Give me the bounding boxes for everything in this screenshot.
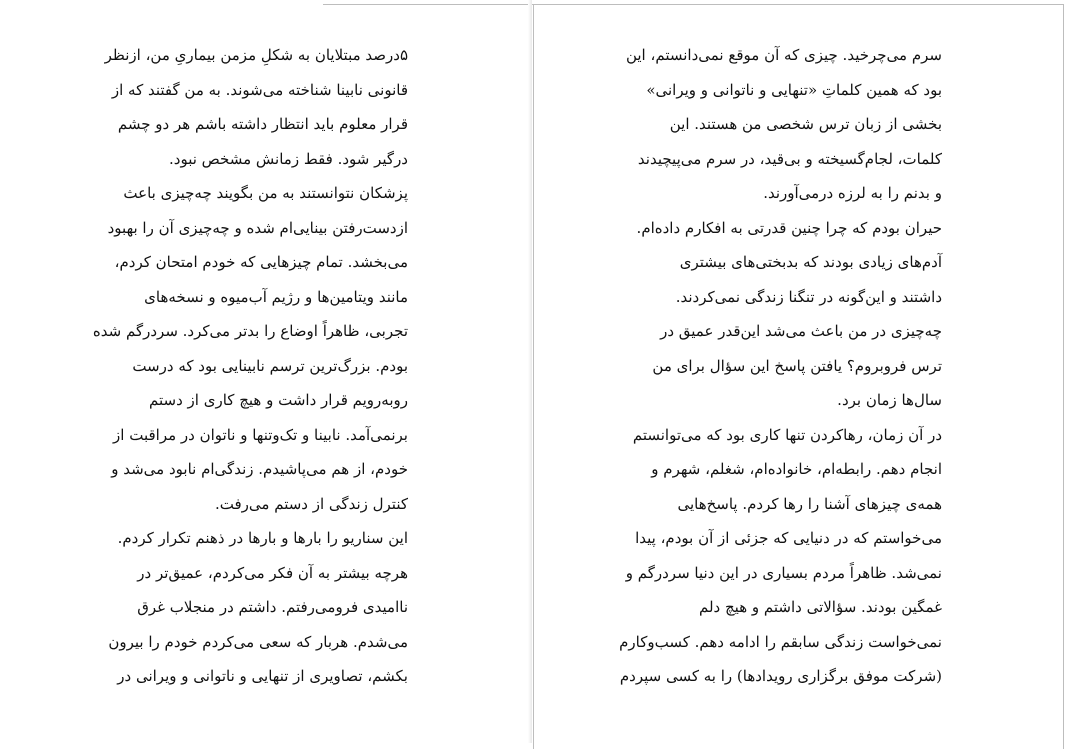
text-line: می‌خواستم که در دنیایی که جزئی از آن بودم، پیدا [635, 529, 942, 547]
text-line: می‌شدم. هربار که سعی می‌کردم خودم را بیرون [108, 632, 408, 651]
text-line: سرم می‌چرخید. چیزی که آن موقع نمی‌دانستم، این [625, 46, 942, 64]
text-line: قرار معلوم باید انتظار داشته باشم هر دو چشم [117, 115, 408, 133]
text-line: بکشم، تصاویری از تنهایی و ناتوانی و ویرانی در [117, 667, 408, 685]
text-line: ترس فروبروم؟ یافتن پاسخ این سؤال برای من [652, 356, 942, 375]
text-line: می‌بخشد. تمام چیزهایی که خودم امتحان کردم، [114, 253, 408, 271]
text-line: کنترل زندگی از دستم می‌رفت. [215, 494, 408, 513]
text-line: هرچه بیشتر به آن فکر می‌کردم، عمیق‌تر در [137, 563, 408, 582]
text-line: بخشی از زبان ترس شخصی من هستند. این [669, 115, 942, 133]
text-line: تجربی، ظاهراً اوضاع را بدتر می‌کرد. سردرگم شده [92, 322, 408, 340]
text-line: بود که همین کلماتِ «تنهایی و ناتوانی و ویرانی» [646, 80, 942, 99]
right-page-text [619, 38, 942, 694]
text-line: سال‌ها زمان برد. [837, 391, 942, 409]
text-line: انجام دهم. رابطه‌ام، خانواده‌ام، شغلم، شهرم و [651, 460, 942, 478]
text-line: حیران بودم که چرا چنین قدرتی به افکارم داده‌ام. [636, 218, 942, 237]
text-line: روبه‌رویم قرار داشت و هیچ کاری از دستم [149, 391, 408, 409]
text-line: این سناریو را بارها و بارها در ذهنم تکرار کردم. [117, 529, 408, 547]
text-line: داشتند و این‌گونه در تنگنا زندگی نمی‌کردند. [675, 287, 942, 306]
text-line: و بدنم را به لرزه درمی‌آورند. [763, 184, 942, 202]
text-line: قانونی نابینا شناخته می‌شوند. به من گفتند که از [111, 80, 408, 99]
text-line: پزشکان نتوانستند به من بگویند چه‌چیزی باعث [123, 184, 408, 202]
text-line: ناامیدی فرومی‌رفتم. داشتم در منجلاب غرق [137, 598, 408, 616]
text-line: برنمی‌آمد. نابینا و تک‌وتنها و ناتوان در مراقبت از [113, 425, 408, 444]
text-line: همه‌ی چیزهای آشنا را رها کردم. پاسخ‌هایی [677, 494, 942, 513]
page-top-edge [323, 4, 533, 5]
text-line: ازدست‌رفتن بینایی‌ام شده و چه‌چیزی آن را بهبود [107, 218, 408, 237]
text-line: بودم. بزرگ‌ترین ترسم نابینایی بود که درست [132, 356, 408, 375]
text-line: مانند ویتامین‌ها و رژیم آب‌میوه و نسخه‌های [144, 287, 408, 306]
text-line: در آن زمان، رهاکردن تنها کاری بود که می‌توانستم [632, 425, 942, 444]
text-line: آدم‌های زیادی بودند که بدبختی‌های بیشتری [679, 253, 942, 271]
text-line: نمی‌خواست زندگی سابقم را ادامه دهم. کسب‌وکارم [619, 632, 942, 651]
text-line: کلمات، لجام‌گسیخته و بی‌قید، در سرم می‌پیچیدند [637, 149, 942, 168]
text-line: غمگین بودند. سؤالاتی داشتم و هیچ دلم [698, 598, 942, 616]
page-gutter [528, 0, 532, 743]
text-line: نمی‌شد. ظاهراً مردم بسیاری در این دنیا سردرگم و [625, 563, 942, 582]
left-page-text [92, 38, 408, 694]
text-line: (شرکت موفق برگزاری رویدادها) را به کسی سپردم [619, 667, 942, 685]
text-line: ۵درصد مبتلایان به شکلِ مزمن بیماریِ من، ازنظر [104, 46, 408, 64]
text-line: درگیر شود. فقط زمانش مشخص نبود. [169, 149, 408, 168]
text-line: خودم، از هم می‌پاشیدم. زندگی‌ام نابود می‌شد و [111, 460, 408, 478]
text-line: چه‌چیزی در من باعث می‌شد این‌قدر عمیق در [660, 322, 942, 340]
